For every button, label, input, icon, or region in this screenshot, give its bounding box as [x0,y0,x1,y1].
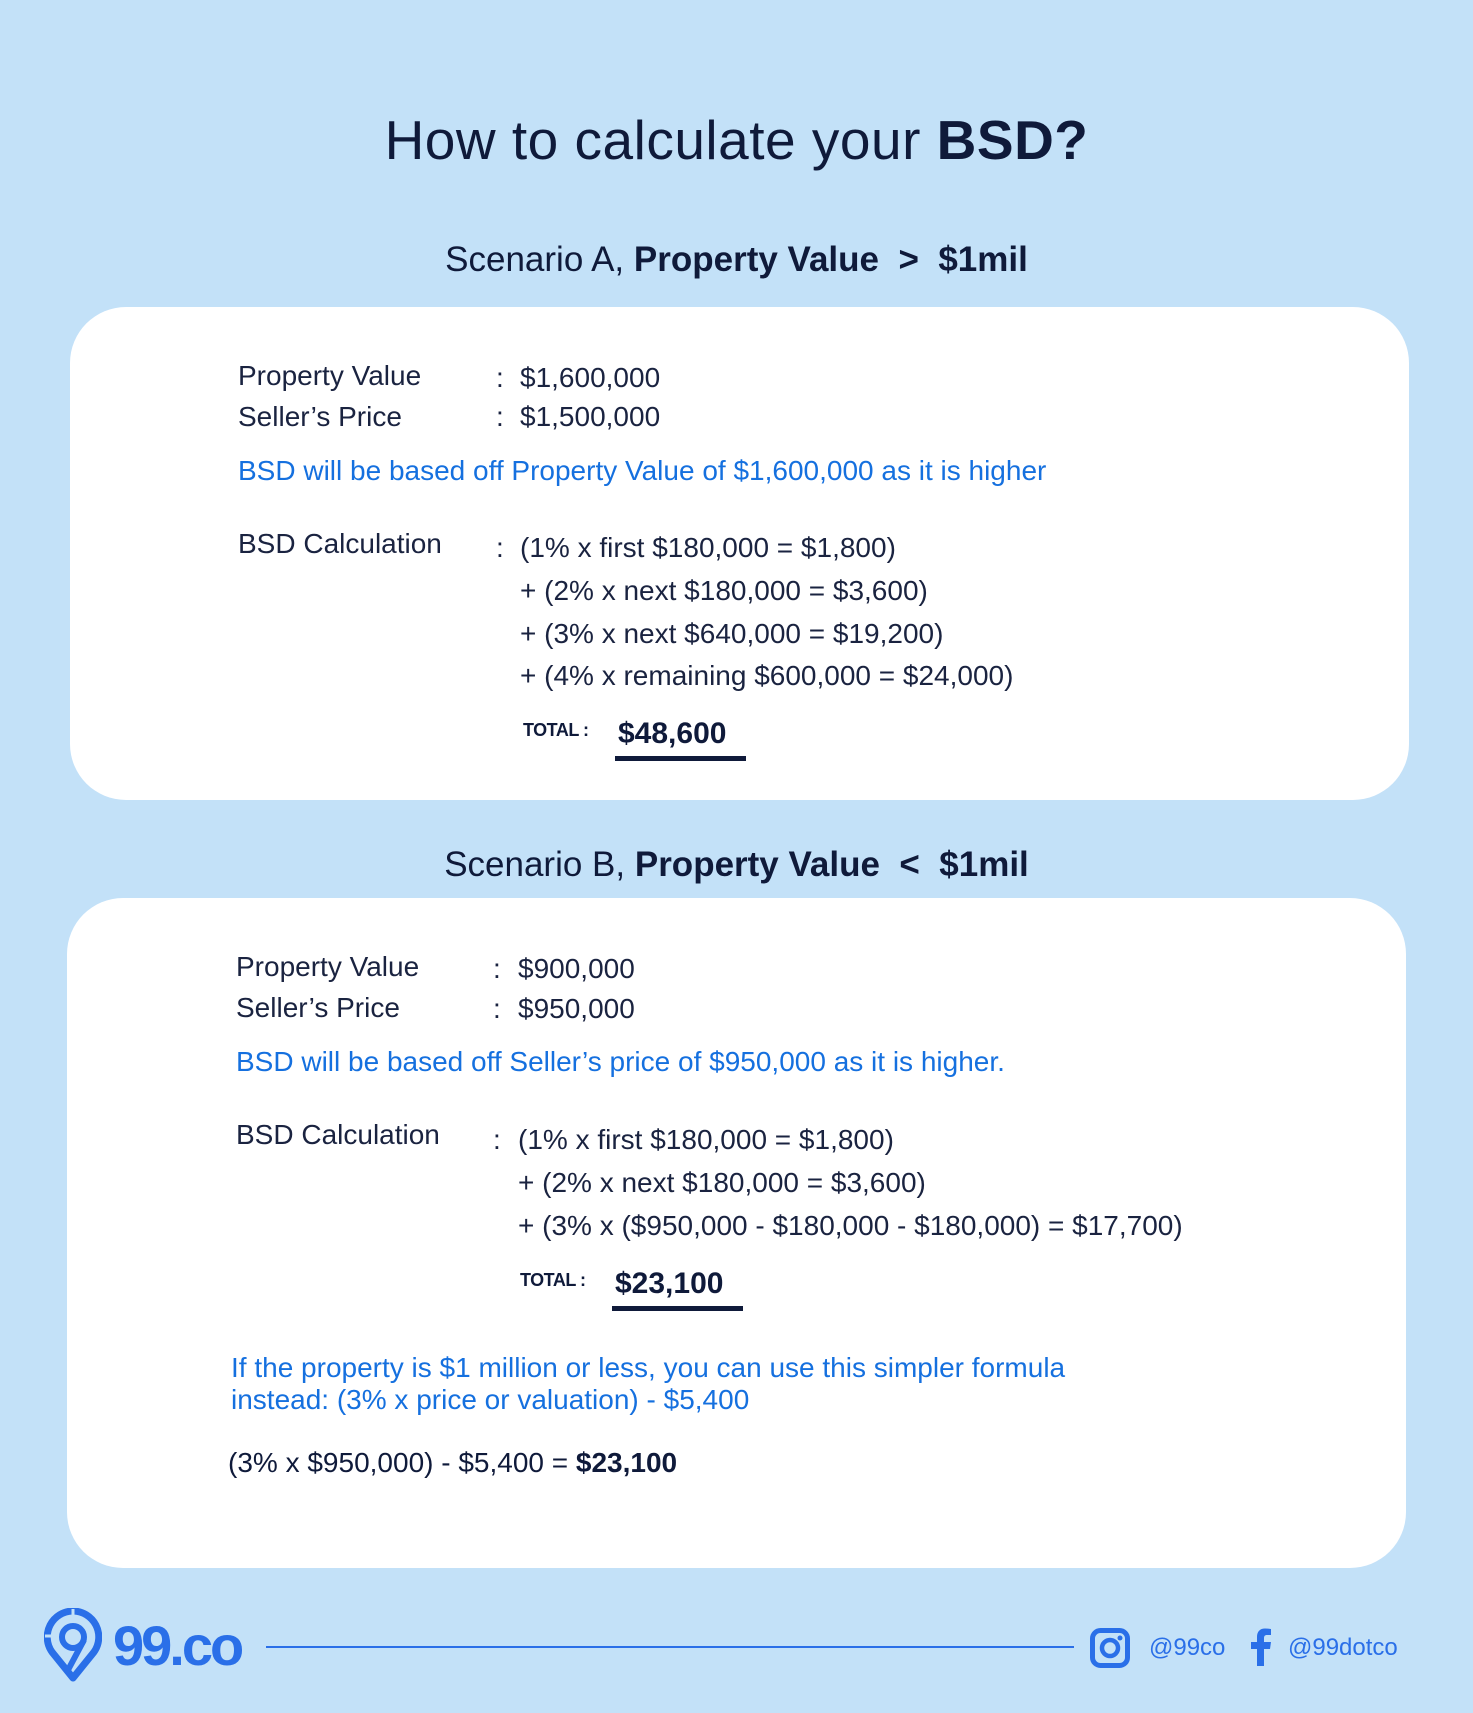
sellers-price-sep: : [496,401,504,432]
sellers-price-amount: $1,500,000 [520,401,661,432]
scenario-b-condition: Property Value < $1mil [634,845,1029,884]
scenario-b-heading [0,845,1473,885]
facebook-icon[interactable] [1250,1628,1272,1666]
calc-line: (1% x first $180,000 = $1,800) [520,532,896,563]
total-underline [612,1306,743,1311]
bsd-calculation-sep: : [496,532,504,563]
calc-line: (1% x first $180,000 = $1,800) [518,1124,894,1155]
scenario-a-note: BSD will be based off Property Value of $1,600,000 as it is higher [238,455,1047,486]
property-value-amount: $900,000 [518,953,635,984]
calc-line: + (2% x next $180,000 = $3,600) [520,575,928,606]
scenario-a-heading [0,240,1473,280]
calc-line: + (2% x next $180,000 = $3,600) [518,1167,926,1198]
bsd-calculation-label: BSD Calculation [236,1119,440,1150]
bsd-calculation-sep: : [493,1124,501,1155]
formula-expression: (3% x $950,000) - $5,400 = [228,1447,576,1478]
property-value-sep: : [496,362,504,393]
simple-formula-note-line: If the property is $1 million or less, you can use this simpler formula [231,1352,1066,1383]
footer-divider [266,1646,1074,1648]
page-title [0,108,1473,172]
sellers-price-label: Seller’s Price [236,992,400,1023]
scenario-b-prefix: Scenario B, [444,845,635,884]
sellers-price-label: Seller’s Price [238,401,402,432]
property-value-amount: $1,600,000 [520,362,661,393]
property-value-sep: : [493,953,501,984]
total-label: TOTAL : [523,720,589,740]
facebook-handle[interactable]: @99dotco [1288,1634,1398,1661]
scenario-b-note: BSD will be based off Seller’s price of $950,000 as it is higher. [236,1046,1005,1077]
calc-line: + (4% x remaining $600,000 = $24,000) [520,660,1014,691]
total-value: $48,600 [618,717,727,750]
total-underline [615,756,746,761]
total-label: TOTAL : [520,1270,586,1290]
property-value-label: Property Value [238,360,422,391]
title-text: How to calculate your [384,109,937,171]
simple-formula-note-line: instead: (3% x price or valuation) - $5,400 [231,1384,750,1415]
simple-formula-note [231,1352,1065,1416]
sellers-price-sep: : [493,993,501,1024]
total-value: $23,100 [615,1267,724,1300]
bsd-calculation-label: BSD Calculation [238,528,442,559]
sellers-price-amount: $950,000 [518,993,635,1024]
instagram-icon[interactable] [1090,1628,1130,1668]
property-value-label: Property Value [236,951,420,982]
title-bold-text: BSD? [936,109,1089,171]
scenario-a-prefix: Scenario A, [445,240,634,279]
location-pin-logo-icon [44,1608,102,1682]
property-value-row [238,360,421,392]
instagram-handle[interactable]: @99co [1149,1634,1226,1661]
formula-result: $23,100 [575,1447,678,1478]
brand-logo-text: 99.co [113,1614,242,1677]
simple-formula-example [228,1447,677,1479]
calc-line: + (3% x next $640,000 = $19,200) [520,618,944,649]
scenario-a-condition: Property Value > $1mil [633,240,1028,279]
calc-line: + (3% x ($950,000 - $180,000 - $180,000) = $17,700) [518,1210,1183,1241]
